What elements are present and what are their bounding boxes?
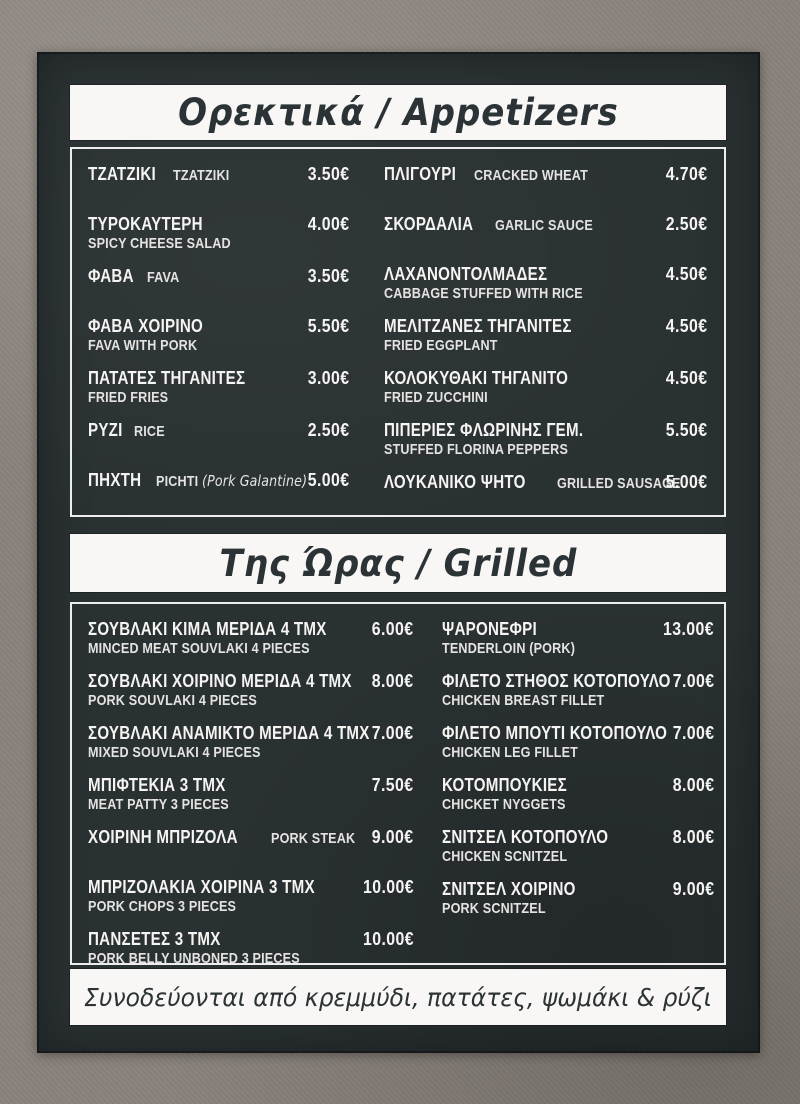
section-header-grilled <box>70 534 726 592</box>
menu-item-row <box>88 164 350 201</box>
menu-item-row <box>442 723 714 762</box>
menu-item-row <box>384 164 708 201</box>
menu-item-row <box>88 214 350 253</box>
item-name-greek: ΤΥΡΟΚΑΥΤΕΡΗ <box>88 214 203 234</box>
menu-item-row <box>88 470 350 507</box>
item-name-english: MEAT PATTY 3 PIECES <box>88 796 229 813</box>
menu-item-row <box>88 671 414 710</box>
item-name-greek: ΦΙΛΕΤΟ ΣΤΗΘΟΣ ΚΟΤΟΠΟΥΛΟ <box>442 671 671 691</box>
item-price: 3.50€ <box>308 266 350 286</box>
menu-item-row <box>442 619 714 658</box>
item-name-english: FAVA <box>146 269 180 286</box>
item-price: 7.50€ <box>372 775 414 795</box>
menu-item-row <box>88 723 414 762</box>
item-name-english: CHICKEN BREAST FILLET <box>442 692 605 709</box>
menu-item-row <box>442 827 714 866</box>
section-title-grilled: Της Ώρας / Grilled <box>219 541 577 585</box>
item-name-greek: ΦΑΒΑ ΧΟΙΡΙΝΟ <box>88 316 204 336</box>
item-name-english: FRIED FRIES <box>88 389 169 406</box>
item-price: 2.50€ <box>666 214 708 234</box>
menu-item-row <box>88 316 350 355</box>
section-title-appetizers: Ορεκτικά / Appetizers <box>177 91 619 134</box>
menu-item-row <box>442 879 714 918</box>
item-price: 7.00€ <box>672 723 715 743</box>
item-price: 4.50€ <box>666 368 708 388</box>
item-name-greek: ΡΥΖΙ <box>88 420 123 440</box>
item-name-greek: ΠΛΙΓΟΥΡΙ <box>384 164 457 184</box>
item-name-english: FAVA WITH PORK <box>88 337 198 354</box>
item-name-english: FRIED EGGPLANT <box>384 337 498 354</box>
menu-item-row <box>88 877 414 916</box>
item-price: 4.00€ <box>308 214 350 234</box>
item-name-english: PORK SCNITZEL <box>442 900 546 917</box>
item-price: 2.50€ <box>308 420 350 440</box>
item-name-greek: ΧΟΙΡΙΝΗ ΜΠΡΙΖΟΛΑ <box>88 827 238 847</box>
item-price: 8.00€ <box>372 671 414 691</box>
menu-item-row <box>88 368 350 407</box>
item-name-english: GRILLED SAUSAGE <box>557 475 681 492</box>
item-name-greek: ΠΗΧΤΗ <box>88 470 142 490</box>
grilled-column-left <box>88 619 414 968</box>
item-name-english: CHICKEN SCNITZEL <box>442 848 568 865</box>
item-name-english: STUFFED FLORINA PEPPERS <box>384 441 569 458</box>
item-price: 3.00€ <box>308 368 350 388</box>
menu-item-row <box>384 472 708 509</box>
menu-item-row <box>88 266 350 303</box>
item-name-greek: ΛΟΥΚΑΝΙΚΟ ΨΗΤΟ <box>384 472 526 492</box>
footer-note-box <box>70 969 726 1025</box>
item-name-greek: ΦΑΒΑ <box>88 266 134 286</box>
appetizers-column-left <box>88 164 350 509</box>
footer-note-text: Συνοδεύονται από κρεμμύδι, πατάτες, ψωμάκι & ρύζι <box>84 982 712 1012</box>
item-name-greek: ΨΑΡΟΝΕΦΡΙ <box>442 619 537 639</box>
item-price: 10.00€ <box>362 877 414 897</box>
item-name-english: TZATZIKI <box>173 167 230 184</box>
item-name-english <box>156 473 307 491</box>
item-price: 5.00€ <box>308 470 350 490</box>
item-price: 4.50€ <box>666 264 708 284</box>
item-name-greek: ΜΠΡΙΖΟΛΑΚΙΑ ΧΟΙΡΙΝΑ 3 ΤΜΧ <box>88 877 315 897</box>
item-name-english-text: PICHTI <box>155 473 199 490</box>
item-price: 9.00€ <box>372 827 414 847</box>
item-name-english: PORK BELLY UNBONED 3 PIECES <box>88 950 300 967</box>
item-price: 5.50€ <box>666 420 708 440</box>
item-name-english: CABBAGE STUFFED WITH RICE <box>384 285 583 302</box>
menu-item-row <box>442 775 714 814</box>
item-price: 4.50€ <box>666 316 708 336</box>
item-name-english: CHICKET NYGGETS <box>442 796 566 813</box>
item-name-english: CHICKEN LEG FILLET <box>442 744 579 761</box>
item-price: 8.00€ <box>672 827 715 847</box>
item-name-greek: ΛΑΧΑΝΟΝΤΟΛΜΑΔΕΣ <box>384 264 548 284</box>
menu-item-row <box>88 827 414 864</box>
item-price: 8.00€ <box>672 775 715 795</box>
item-name-greek: ΚΟΤΟΜΠΟΥΚΙΕΣ <box>442 775 567 795</box>
menu-item-row <box>384 264 708 303</box>
menu-board <box>37 52 760 1053</box>
menu-item-row <box>88 619 414 658</box>
menu-item-row <box>88 420 350 457</box>
item-price: 6.00€ <box>372 619 414 639</box>
item-name-greek: ΠΑΤΑΤΕΣ ΤΗΓΑΝΙΤΕΣ <box>88 368 246 388</box>
grilled-column-right <box>442 619 714 968</box>
item-name-greek: ΣΝΙΤΣΕΛ ΧΟΙΡΙΝΟ <box>442 879 576 899</box>
item-name-english: PORK SOUVLAKI 4 PIECES <box>88 692 257 709</box>
item-name-note: (Pork Galantine) <box>201 472 308 490</box>
appetizers-column-right <box>384 164 708 509</box>
appetizers-items-panel <box>70 147 726 517</box>
menu-item-row <box>384 368 708 407</box>
item-name-english: RICE <box>133 423 165 440</box>
section-header-appetizers <box>70 85 726 140</box>
item-name-greek: ΣΝΙΤΣΕΛ ΚΟΤΟΠΟΥΛΟ <box>442 827 609 847</box>
item-name-english: MIXED SOUVLAKI 4 PIECES <box>88 744 261 761</box>
item-name-greek: ΜΠΙΦΤΕΚΙΑ 3 ΤΜΧ <box>88 775 226 795</box>
item-name-english: SPICY CHEESE SALAD <box>88 235 231 252</box>
item-name-english: MINCED MEAT SOUVLAKI 4 PIECES <box>88 640 310 657</box>
menu-item-row <box>88 775 414 814</box>
item-price: 9.00€ <box>672 879 715 899</box>
item-price: 4.70€ <box>666 164 708 184</box>
item-price: 7.00€ <box>372 723 414 743</box>
menu-item-row <box>442 671 714 710</box>
menu-item-row <box>88 929 414 968</box>
menu-item-row <box>384 420 708 459</box>
grilled-items-panel <box>70 602 726 965</box>
item-name-greek: ΣΟΥΒΛΑΚΙ ΑΝΑΜΙΚΤΟ ΜΕΡΙΔΑ 4 ΤΜΧ <box>88 723 370 743</box>
item-name-greek: ΣΟΥΒΛΑΚΙ ΚΙΜΑ ΜΕΡΙΔΑ 4 ΤΜΧ <box>88 619 327 639</box>
item-name-english: FRIED ZUCCHINI <box>384 389 488 406</box>
menu-item-row <box>384 316 708 355</box>
item-name-english: PORK STEAK <box>270 830 356 847</box>
item-name-english: TENDERLOIN (PORK) <box>442 640 576 657</box>
item-price: 10.00€ <box>362 929 414 949</box>
item-name-greek: ΜΕΛΙΤΖΑΝΕΣ ΤΗΓΑΝΙΤΕΣ <box>384 316 572 336</box>
item-name-greek: ΠΑΝΣΕΤΕΣ 3 ΤΜΧ <box>88 929 221 949</box>
item-price: 7.00€ <box>672 671 715 691</box>
item-name-english: CRACKED WHEAT <box>474 167 589 184</box>
item-name-greek: ΠΙΠΕΡΙΕΣ ΦΛΩΡΙΝΗΣ ΓΕΜ. <box>384 420 584 440</box>
menu-item-row <box>384 214 708 251</box>
item-name-english: GARLIC SAUCE <box>494 217 593 234</box>
item-price: 5.50€ <box>308 316 350 336</box>
item-price: 13.00€ <box>663 619 715 639</box>
item-name-greek: ΣΟΥΒΛΑΚΙ ΧΟΙΡΙΝΟ ΜΕΡΙΔΑ 4 ΤΜΧ <box>88 671 352 691</box>
item-price: 3.50€ <box>308 164 350 184</box>
item-name-english: PORK CHOPS 3 PIECES <box>88 898 237 915</box>
item-price: 5.00€ <box>666 472 708 492</box>
item-name-greek: ΦΙΛΕΤΟ ΜΠΟΥΤΙ ΚΟΤΟΠΟΥΛΟ <box>442 723 668 743</box>
item-name-greek: ΚΟΛΟΚΥΘΑΚΙ ΤΗΓΑΝΙΤΟ <box>384 368 569 388</box>
item-name-greek: ΣΚΟΡΔΑΛΙΑ <box>384 214 474 234</box>
item-name-greek: ΤΖΑΤΖΙΚΙ <box>88 164 156 184</box>
